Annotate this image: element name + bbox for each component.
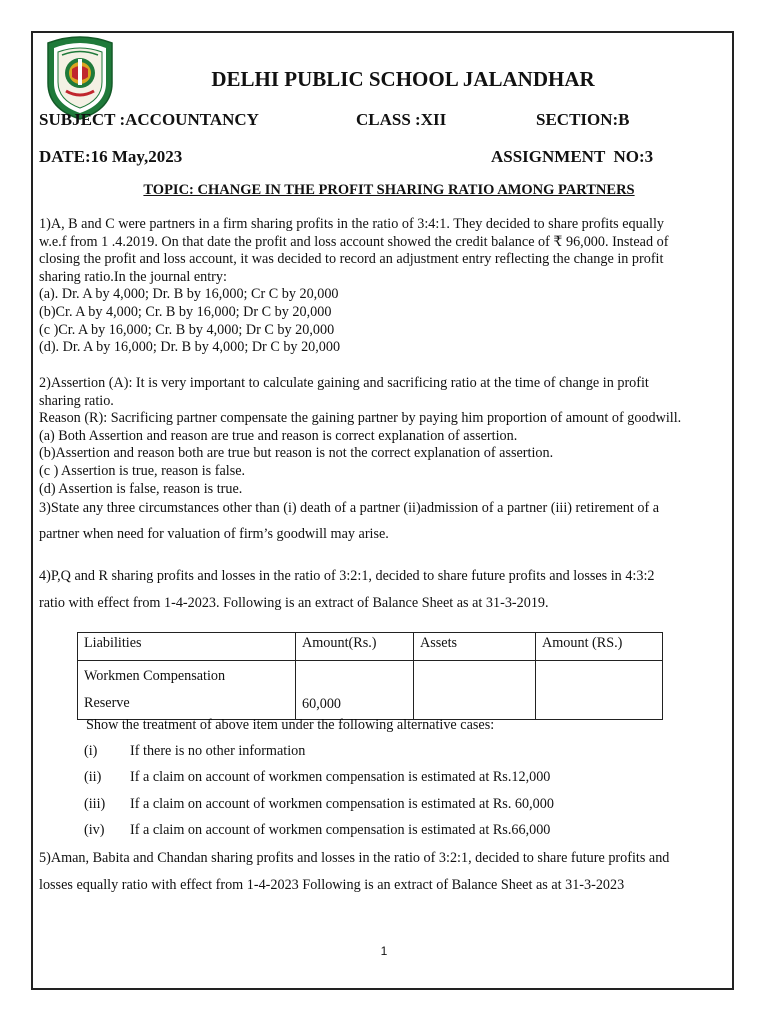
table-header-row: [78, 633, 663, 661]
section-label: SECTION:B: [536, 110, 630, 129]
q1-option-d: (d). Dr. A by 16,000; Dr. B by 4,000; Dr C by 20,000: [39, 339, 341, 356]
cell-asset-amount: [536, 661, 663, 720]
q1-line: sharing ratio.In the journal entry:: [39, 268, 227, 285]
case-text: If there is no other information: [130, 743, 306, 759]
q2-option-c: (c ) Assertion is true, reason is false.: [39, 462, 246, 479]
case-text: If a claim on account of workmen compensation is estimated at Rs. 60,000: [130, 796, 554, 812]
q2-line: sharing ratio.: [39, 392, 114, 409]
q3-line-1: 3)State any three circumstances other than (i) death of a partner (ii)admission of a partner (iii) retirement of a: [39, 500, 660, 516]
q4-line-1: 4)P,Q and R sharing profits and losses in the ratio of 3:2:1, decided to share future profits and losses in 4:3:2: [39, 568, 655, 584]
q3-line-2: partner when need for valuation of firm’s goodwill may arise.: [39, 526, 389, 542]
q1-line: 1)A, B and C were partners in a firm sharing profits in the ratio of 3:4:1. They decided to share profits equally: [39, 216, 665, 232]
q2-option-d: (d) Assertion is false, reason is true.: [39, 480, 243, 497]
table-row: [78, 661, 663, 720]
date-label: DATE:16 May,2023: [39, 147, 183, 166]
case-text: If a claim on account of workmen compensation is estimated at Rs.12,000: [130, 769, 551, 785]
q5-line-1: 5)Aman, Babita and Chandan sharing profits and losses in the ratio of 3:2:1, decided to share future profits and: [39, 850, 670, 866]
header-asset-amount: Amount (RS.): [536, 633, 663, 661]
subject-label: SUBJECT :ACCOUNTANCY: [39, 110, 259, 129]
liability-line-1: Workmen Compensation: [84, 668, 226, 684]
q2-option-b: (b)Assertion and reason both are true but reason is not the correct explanation of assertion.: [39, 445, 554, 462]
page-number: 1: [380, 944, 388, 958]
assignment-label: ASSIGNMENT NO:3: [491, 147, 654, 166]
case-number: (iv): [84, 822, 105, 838]
q4-line-2: ratio with effect from 1-4-2023. Following is an extract of Balance Sheet as at 31-3-2019.: [39, 595, 549, 611]
case-number: (ii): [84, 769, 102, 785]
q5-line-2: losses equally ratio with effect from 1-4-2023 Following is an extract of Balance Sheet as at 31-3-2023: [39, 877, 625, 893]
case-text: If a claim on account of workmen compensation is estimated at Rs.66,000: [130, 822, 551, 838]
q1-line: w.e.f from 1 .4.2019. On that date the profit and loss account showed the credit balance of ₹ 96,000. Instead of: [39, 233, 669, 250]
q2-assertion: 2)Assertion (A): It is very important to calculate gaining and sacrificing ratio at the time of change in profit: [39, 375, 649, 391]
question-2: [39, 375, 729, 498]
liability-line-2: Reserve: [84, 695, 130, 711]
q1-option-b: (b)Cr. A by 4,000; Cr. B by 16,000; Dr C by 20,000: [39, 303, 332, 320]
header-assets: Assets: [414, 633, 536, 661]
q1-option-c: (c )Cr. A by 16,000; Cr. B by 4,000; Dr C by 20,000: [39, 321, 335, 338]
cell-liability: [78, 661, 296, 720]
cell-amount: 60,000: [296, 661, 414, 720]
q4-instruction: Show the treatment of above item under the following alternative cases:: [86, 717, 495, 733]
q1-line: closing the profit and loss account, it was decided to record an adjustment entry reflecting the change in profit: [39, 251, 664, 268]
balance-sheet-table: [77, 632, 663, 720]
cell-asset: [414, 661, 536, 720]
school-name: DELHI PUBLIC SCHOOL JALANDHAR: [211, 67, 595, 91]
topic-heading: TOPIC: CHANGE IN THE PROFIT SHARING RATIO AMONG PARTNERS: [143, 182, 635, 198]
case-number: (i): [84, 743, 98, 759]
case-number: (iii): [84, 796, 106, 812]
q2-reason: Reason (R): Sacrificing partner compensate the gaining partner by paying him proportion of amount of goodwill.: [39, 410, 682, 427]
q1-option-a: (a). Dr. A by 4,000; Dr. B by 16,000; Cr C by 20,000: [39, 286, 339, 303]
q2-option-a: (a) Both Assertion and reason are true and reason is correct explanation of assertion.: [39, 427, 518, 444]
question-1: [39, 216, 729, 357]
header-liabilities: Liabilities: [78, 633, 296, 661]
header-amount: Amount(Rs.): [296, 633, 414, 661]
class-label: CLASS :XII: [356, 110, 447, 129]
